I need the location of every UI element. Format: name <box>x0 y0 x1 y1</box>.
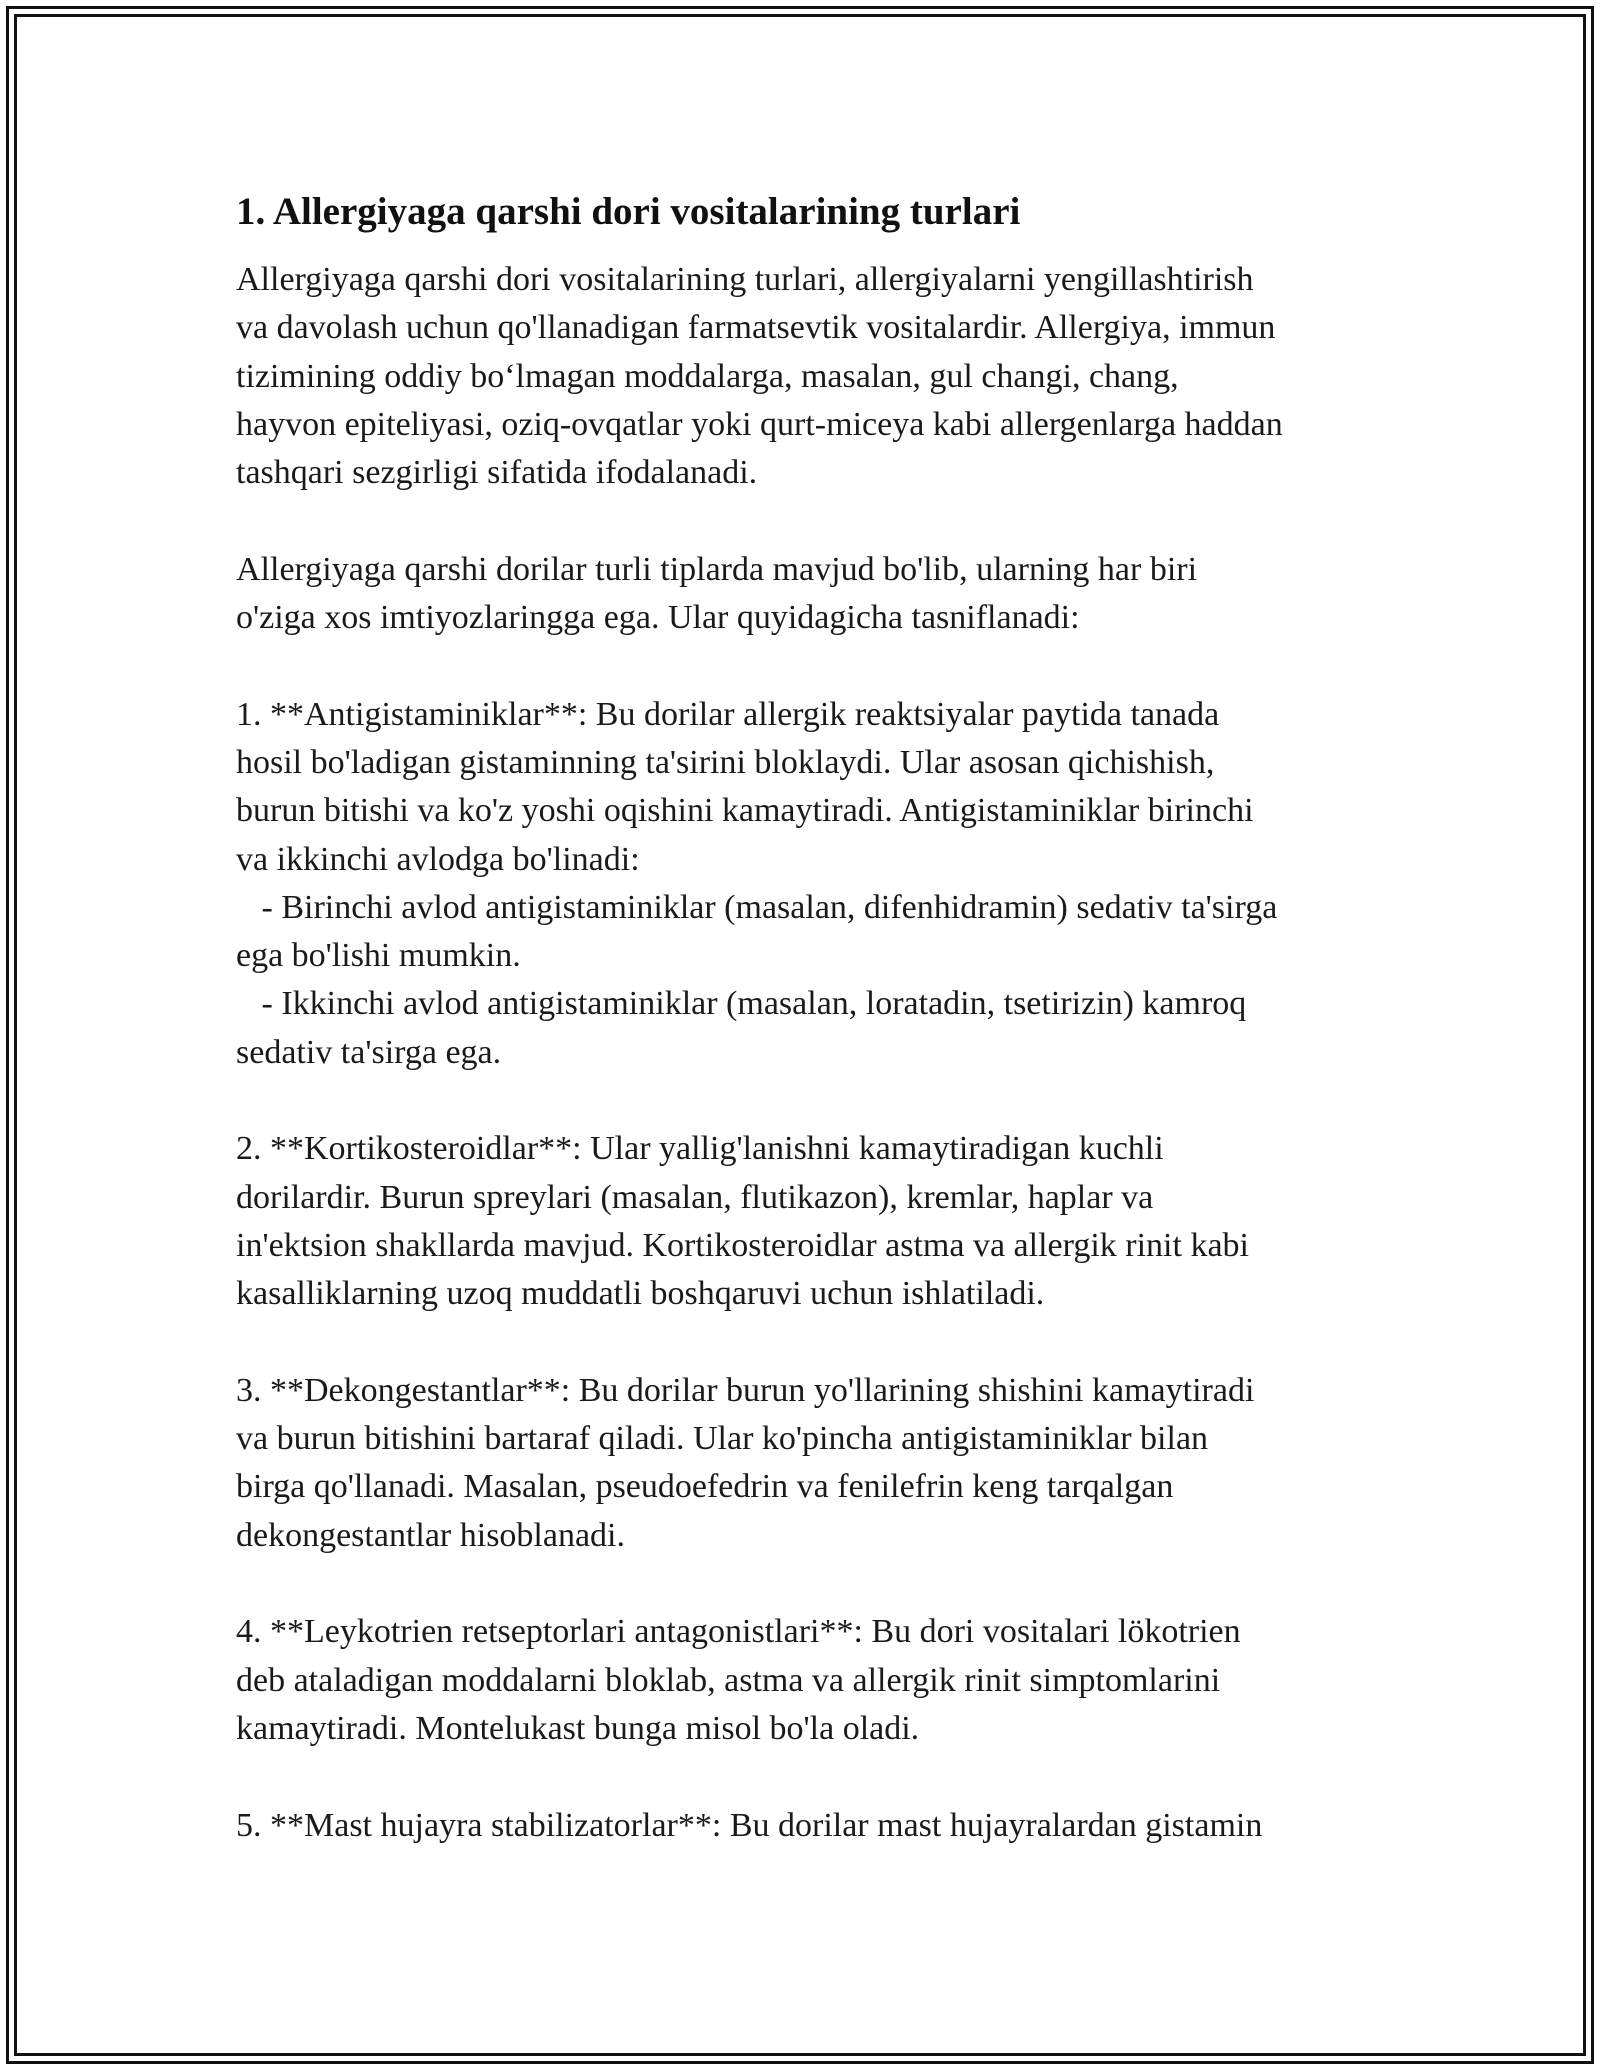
text-line: Allergiyaga qarshi dorilar turli tiplarda mavjud bo'lib, ularning har biri <box>236 550 1198 588</box>
paragraph <box>236 1802 1376 1850</box>
text-line: 3. **Dekongestantlar**: Bu dorilar burun yo'llarining shishini kamaytiradi <box>236 1371 1255 1409</box>
text-line: va ikkinchi avlodga bo'linadi: <box>236 840 640 878</box>
document-page <box>236 186 1376 1898</box>
text-line: burun bitishi va ko'z yoshi oqishini kamaytiradi. Antigistaminiklar birinchi <box>236 792 1254 830</box>
text-line: 2. **Kortikosteroidlar**: Ular yallig'lanishni kamaytiradigan kuchli <box>236 1130 1164 1168</box>
text-line: - Ikkinchi avlod antigistaminiklar (masalan, loratadin, tsetirizin) kamroq <box>236 985 1247 1023</box>
paragraph <box>236 691 1376 1077</box>
text-line: va burun bitishini bartaraf qiladi. Ular ko'pincha antigistaminiklar bilan <box>236 1420 1209 1458</box>
text-line: va davolash uchun qo'llanadigan farmatsevtik vositalardir. Allergiya, immun <box>236 309 1276 347</box>
paragraph <box>236 1125 1376 1318</box>
document-body <box>236 256 1376 1850</box>
text-line: hayvon epiteliyasi, oziq-ovqatlar yoki qurt-miceya kabi allergenlarga haddan <box>236 405 1283 443</box>
text-line: ega bo'lishi mumkin. <box>236 937 521 975</box>
text-line: o'ziga xos imtiyozlaringga ega. Ular quyidagicha tasniflanadi: <box>236 599 1080 637</box>
paragraph <box>236 256 1376 497</box>
text-line: 5. **Mast hujayra stabilizatorlar**: Bu dorilar mast hujayralardan gistamin <box>236 1806 1263 1844</box>
paragraph <box>236 1608 1376 1753</box>
text-line: deb ataladigan moddalarni bloklab, astma va allergik rinit simptomlarini <box>236 1661 1221 1699</box>
text-line: sedativ ta'sirga ega. <box>236 1033 502 1071</box>
text-line: - Birinchi avlod antigistaminiklar (masalan, difenhidramin) sedativ ta'sirga <box>236 888 1278 926</box>
text-line: kasalliklarning uzoq muddatli boshqaruvi uchun ishlatiladi. <box>236 1275 1045 1313</box>
paragraph <box>236 546 1376 643</box>
text-line: dekongestantlar hisoblanadi. <box>236 1516 626 1554</box>
text-line: 1. **Antigistaminiklar**: Bu dorilar allergik reaktsiyalar paytida tanada <box>236 695 1220 733</box>
text-line: birga qo'llanadi. Masalan, pseudoefedrin va fenilefrin keng tarqalgan <box>236 1468 1174 1506</box>
text-line: tashqari sezgirligi sifatida ifodalanadi. <box>236 454 758 492</box>
text-line: kamaytiradi. Montelukast bunga misol bo'la oladi. <box>236 1709 920 1747</box>
text-line: in'ektsion shakllarda mavjud. Kortikosteroidlar astma va allergik rinit kabi <box>236 1226 1249 1264</box>
text-line: Allergiyaga qarshi dori vositalarining turlari, allergiyalarni yengillashtirish <box>236 261 1254 298</box>
text-line: tizimining oddiy bo‘lmagan moddalarga, masalan, gul changi, chang, <box>236 357 1179 395</box>
text-line: 4. **Leykotrien retseptorlari antagonistlari**: Bu dori vositalari lökotrien <box>236 1613 1241 1651</box>
paragraph <box>236 1367 1376 1560</box>
text-line: hosil bo'ladigan gistaminning ta'sirini bloklaydi. Ular asosan qichishish, <box>236 743 1215 781</box>
text-line: dorilardir. Burun spreylari (masalan, flutikazon), kremlar, haplar va <box>236 1178 1154 1216</box>
section-heading: 1. Allergiyaga qarshi dori vositalarining turlari <box>236 190 1021 233</box>
